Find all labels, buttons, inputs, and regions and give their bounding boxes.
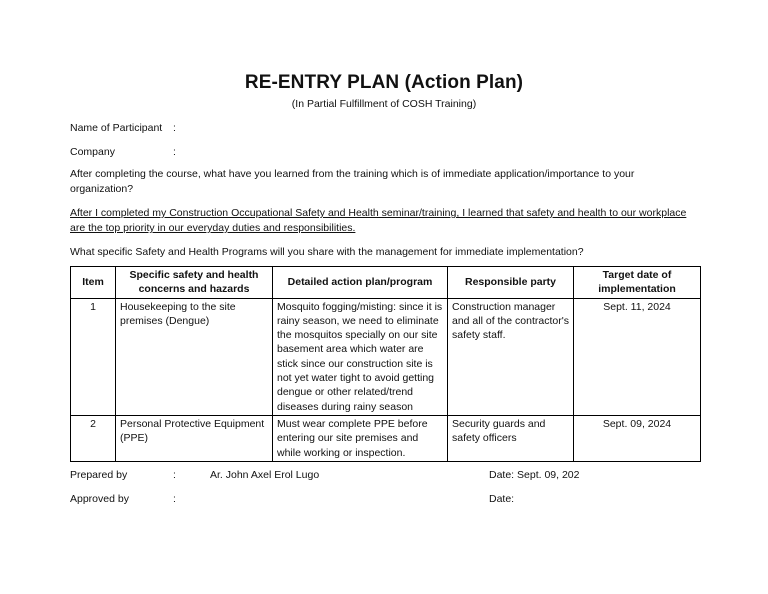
row-party: Security guards and safety officers xyxy=(448,415,574,461)
approved-date: Date: xyxy=(489,493,515,505)
row-concern: Personal Protective Equipment (PPE) xyxy=(116,415,273,461)
row-plan: Mosquito fogging/misting: since it is rainy season, we need to eliminate the mosquitos specially on our site basement area which water are stick since our construction site is not yet water tight to avoid getting dengue or other related/trend diseases during rainy season xyxy=(273,298,448,415)
row-item: 2 xyxy=(71,415,116,461)
header-concern: Specific safety and health concerns and hazards xyxy=(116,267,273,299)
prepared-label: Prepared by xyxy=(70,469,128,481)
row-concern: Housekeeping to the site premises (Dengue) xyxy=(116,298,273,415)
answer-learned: After I completed my Construction Occupational Safety and Health seminar/training, I learned that safety and health to our workplace are the top priority in our everyday duties and responsibilities. xyxy=(70,207,687,234)
header-item: Item xyxy=(71,267,116,299)
row-item: 1 xyxy=(71,298,116,415)
table-row xyxy=(71,415,701,461)
prepared-colon: : xyxy=(173,469,176,481)
company-colon: : xyxy=(173,146,176,158)
header-plan: Detailed action plan/program xyxy=(273,267,448,299)
company-label: Company xyxy=(70,146,115,158)
approved-label: Approved by xyxy=(70,493,129,505)
page-subtitle: (In Partial Fulfillment of COSH Training) xyxy=(291,98,477,110)
participant-label: Name of Participant xyxy=(70,122,163,134)
row-party: Construction manager and all of the contractor's safety staff. xyxy=(448,298,574,415)
question-programs: What specific Safety and Health Programs will you share with the management for immediate implementation? xyxy=(70,246,584,258)
prepared-name: Ar. John Axel Erol Lugo xyxy=(210,469,320,481)
table-row xyxy=(71,298,701,415)
approved-colon: : xyxy=(173,493,176,505)
header-party: Responsible party xyxy=(448,267,574,299)
participant-colon: : xyxy=(173,122,176,134)
row-plan: Must wear complete PPE before entering our site premises and while working or inspection. xyxy=(273,415,448,461)
row-date: Sept. 11, 2024 xyxy=(574,298,701,415)
prepared-date: Date: Sept. 09, 202 xyxy=(489,469,580,481)
table-header-row xyxy=(71,267,701,299)
action-plan-table xyxy=(70,266,701,462)
header-date: Target date of implementation xyxy=(574,267,701,299)
row-date: Sept. 09, 2024 xyxy=(574,415,701,461)
question-learned: After completing the course, what have you learned from the training which is of immediate application/importance to your organization? xyxy=(70,168,635,195)
page-title: RE-ENTRY PLAN (Action Plan) xyxy=(244,72,524,93)
